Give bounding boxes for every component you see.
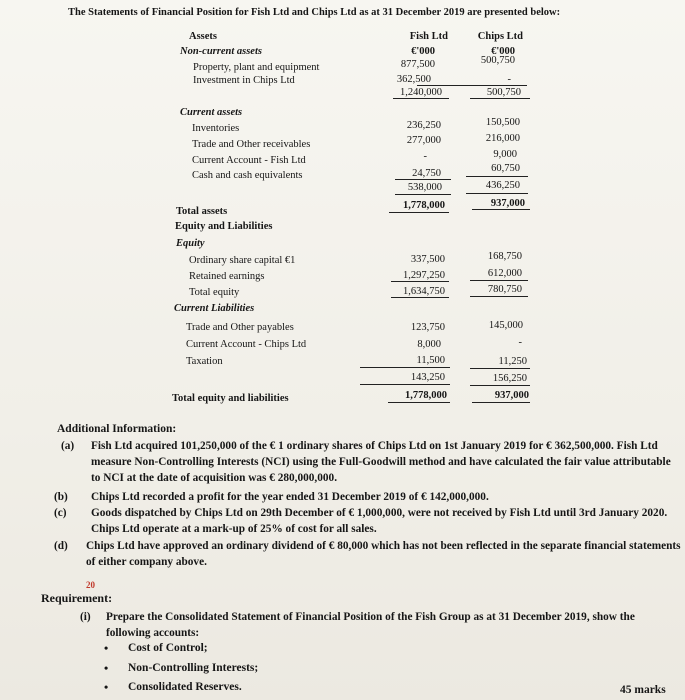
total-assets-chips: 937,000 bbox=[490, 198, 525, 209]
investment-chips: - bbox=[507, 74, 511, 85]
ca-row-label: Current Account - Fish Ltd bbox=[192, 155, 306, 166]
ca-row-label: Inventories bbox=[192, 123, 240, 134]
equity-row-chips: 168,750 bbox=[487, 251, 522, 262]
rule bbox=[393, 98, 449, 99]
ppe-fish: 877,500 bbox=[400, 59, 435, 70]
investment-label: Investment in Chips Ltd bbox=[193, 75, 295, 86]
equity-row-fish: 337,500 bbox=[410, 254, 445, 265]
equity-row-chips: 780,750 bbox=[487, 284, 522, 295]
rule bbox=[472, 402, 530, 403]
equity-row-fish: 1,634,750 bbox=[403, 286, 445, 297]
cl-row-fish: 8,000 bbox=[417, 339, 441, 350]
noncurrent-heading: Non-current assets bbox=[180, 46, 262, 57]
cl-row-chips: 145,000 bbox=[488, 320, 523, 331]
ca-subtotal-chips: 436,250 bbox=[485, 180, 520, 191]
cl-row-chips: - bbox=[518, 337, 522, 348]
rule bbox=[391, 297, 449, 298]
rule bbox=[360, 367, 450, 368]
ca-row-fish: 277,000 bbox=[406, 135, 441, 146]
total-assets-fish: 1,778,000 bbox=[403, 200, 445, 211]
investment-fish: 362,500 bbox=[396, 74, 431, 85]
ppe-chips: 500,750 bbox=[480, 55, 515, 66]
equity-row-label: Total equity bbox=[189, 287, 240, 298]
rule bbox=[417, 85, 527, 86]
rule bbox=[470, 98, 530, 99]
current-liabilities-heading: Current Liabilities bbox=[174, 303, 255, 314]
rule bbox=[389, 212, 449, 213]
nca-total-chips: 500,750 bbox=[486, 87, 521, 98]
rule bbox=[470, 385, 530, 386]
marks-label: 45 marks bbox=[620, 684, 666, 696]
ca-row-label: Cash and cash equivalents bbox=[192, 170, 303, 181]
rule bbox=[472, 209, 530, 210]
nca-total-fish: 1,240,000 bbox=[400, 87, 442, 98]
fish-unit: €'000 bbox=[411, 46, 435, 57]
equity-row-label: Ordinary share capital €1 bbox=[189, 255, 296, 266]
additional-item-a: Fish Ltd acquired 101,250,000 of the € 1 ordinary shares of Chips Ltd on 1st January 2019 for € 362,500,000. Fish Ltd measure Non-Controlling Interests (NCI) using the Full-Goodwill method and have calculated the fair value attributable to NCI at the date of acquisition was € 280,000,000. bbox=[91, 440, 671, 484]
assets-heading: Assets bbox=[189, 31, 217, 42]
chips-unit: €'000 bbox=[491, 46, 515, 57]
rule bbox=[388, 402, 450, 403]
ca-row-fish: 24,750 bbox=[412, 168, 441, 179]
rule bbox=[395, 179, 451, 180]
handwritten-annotation: 20 bbox=[86, 580, 95, 590]
equity-row-label: Retained earnings bbox=[189, 271, 265, 282]
item-marker: (b) bbox=[54, 491, 68, 503]
rule bbox=[466, 193, 528, 194]
requirement-heading: Requirement: bbox=[41, 591, 113, 605]
rule bbox=[470, 296, 528, 297]
additional-item-c: Goods dispatched by Chips Ltd on 29th December of € 1,000,000, were not received by Fish Ltd until 3rd January 2020. Chips Ltd operate at a mark-up of 25% of cost for all sales. bbox=[91, 507, 668, 535]
cl-row-label: Taxation bbox=[186, 356, 223, 367]
chips-column-header: Chips Ltd bbox=[477, 31, 523, 42]
total-eq-liab-fish: 1,778,000 bbox=[405, 390, 447, 401]
total-assets-label: Total assets bbox=[176, 206, 228, 217]
equity-row-fish: 1,297,250 bbox=[403, 270, 445, 281]
bullet-icon: • bbox=[104, 641, 109, 655]
fish-column-header: Fish Ltd bbox=[409, 31, 448, 42]
ca-row-chips: 150,500 bbox=[485, 117, 520, 128]
additional-item-d: Chips Ltd have approved an ordinary dividend of € 80,000 which has not been reflected in the separate financial statements of either company above. bbox=[86, 540, 681, 568]
bullet-icon: • bbox=[104, 680, 109, 694]
item-marker: (d) bbox=[54, 540, 68, 552]
bullet-item: Consolidated Reserves. bbox=[128, 681, 242, 693]
rule bbox=[470, 280, 528, 281]
total-eq-liab-chips: 937,000 bbox=[494, 390, 529, 401]
total-eq-liab-label: Total equity and liabilities bbox=[172, 393, 289, 404]
equity-liabilities-heading: Equity and Liabilities bbox=[175, 221, 273, 232]
cl-row-label: Current Account - Chips Ltd bbox=[186, 339, 307, 350]
cl-subtotal-chips: 156,250 bbox=[492, 373, 527, 384]
bullet-icon: • bbox=[104, 661, 109, 675]
rule bbox=[466, 176, 528, 177]
cl-subtotal-fish: 143,250 bbox=[410, 372, 445, 383]
intro-text: The Statements of Financial Position for Fish Ltd and Chips Ltd as at 31 December 2019 are presented below: bbox=[68, 7, 561, 18]
ca-subtotal-fish: 538,000 bbox=[407, 182, 442, 193]
current-assets-heading: Current assets bbox=[180, 107, 243, 118]
cl-row-fish: 11,500 bbox=[416, 355, 445, 366]
ppe-label: Property, plant and equipment bbox=[193, 62, 320, 73]
rule bbox=[360, 384, 450, 385]
item-marker: (c) bbox=[54, 507, 67, 519]
cl-row-fish: 123,750 bbox=[410, 322, 445, 333]
cl-row-label: Trade and Other payables bbox=[186, 322, 294, 333]
ca-row-chips: 60,750 bbox=[491, 163, 520, 174]
item-marker: (a) bbox=[61, 440, 75, 452]
rule bbox=[470, 368, 530, 369]
equity-heading: Equity bbox=[176, 238, 205, 249]
item-marker: (i) bbox=[80, 611, 91, 623]
ca-row-fish: 236,250 bbox=[406, 120, 441, 131]
bullet-item: Non-Controlling Interests; bbox=[128, 662, 259, 674]
additional-item-b: Chips Ltd recorded a profit for the year ended 31 December 2019 of € 142,000,000. bbox=[91, 491, 489, 503]
additional-heading: Additional Information: bbox=[57, 423, 177, 435]
ca-row-chips: 216,000 bbox=[485, 133, 520, 144]
ca-row-label: Trade and Other receivables bbox=[192, 139, 311, 150]
rule bbox=[395, 194, 451, 195]
ca-row-fish: - bbox=[423, 151, 427, 162]
cl-row-chips: 11,250 bbox=[498, 356, 527, 367]
rule bbox=[391, 281, 449, 282]
bullet-item: Cost of Control; bbox=[128, 642, 208, 654]
ca-row-chips: 9,000 bbox=[493, 149, 517, 160]
requirement-item: Prepare the Consolidated Statement of Financial Position of the Fish Group as at 31 December 2019, show the following accounts: bbox=[106, 611, 635, 639]
equity-row-chips: 612,000 bbox=[487, 268, 522, 279]
